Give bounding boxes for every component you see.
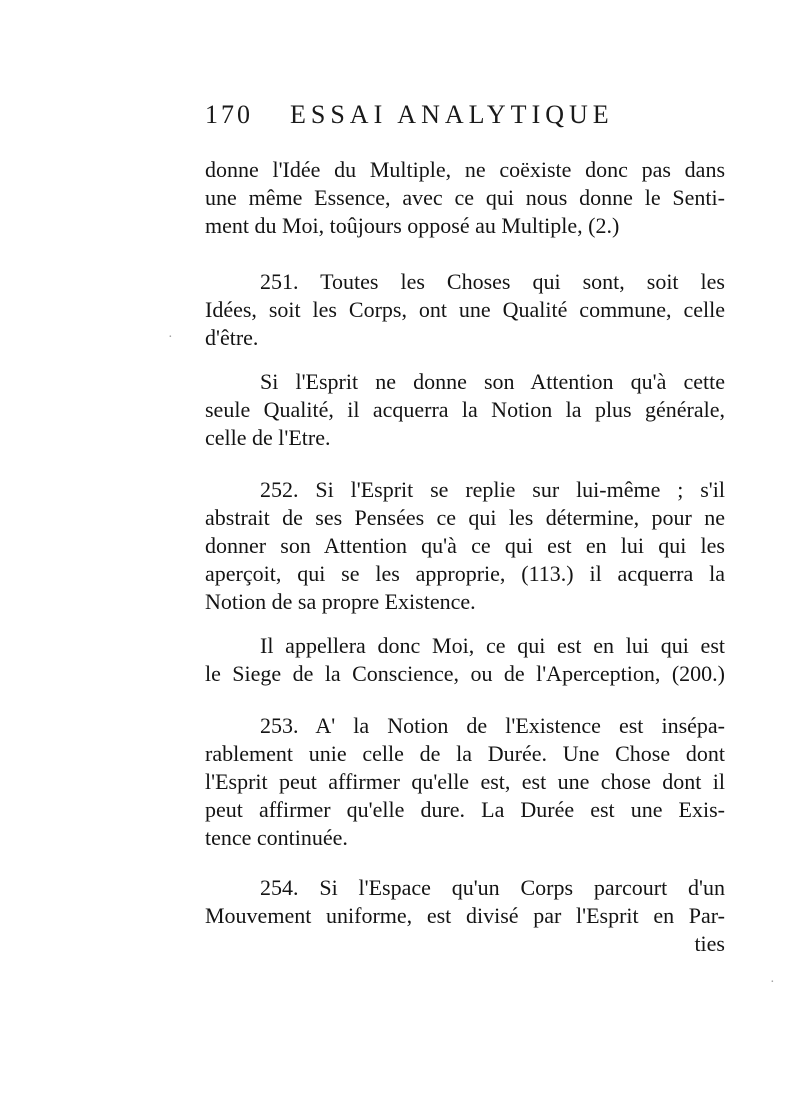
text-line: Si l'Esprit ne donne son Attention qu'à cette [260,369,725,394]
text-line: donne l'Idée du Multiple, ne coëxiste donc pas dans [205,157,725,182]
text-line: 252. Si l'Esprit se replie sur lui-même ; s'il [260,477,725,502]
running-head [205,100,745,144]
text-line: peut affirmer qu'elle dure. La Durée est une Exis- [205,797,725,822]
text-line: aperçoit, qui se les approprie, (113.) il acquerra la [205,561,725,586]
text-line: ment du Moi, toûjours opposé au Multiple, (2.) [205,213,620,238]
text-line: 251. Toutes les Choses qui sont, soit les [260,269,725,294]
text-line: 254. Si l'Espace qu'un Corps parcourt d'un [260,875,725,900]
text-line: d'être. [205,325,259,350]
ink-speck: · [168,330,173,345]
text-line: Il appellera donc Moi, ce qui est en lui qui est [260,633,725,658]
text-line: une même Essence, avec ce qui nous donne le Senti- [205,185,725,210]
text-line: 253. A' la Notion de l'Existence est insépa- [260,713,725,738]
text-line: Idées, soit les Corps, ont une Qualité commune, celle [205,297,725,322]
text-line: tence continuée. [205,825,348,850]
text-line: celle de l'Etre. [205,425,331,450]
text-line: le Siege de la Conscience, ou de l'Aperception, (200.) [205,661,725,686]
text-line: rablement unie celle de la Durée. Une Chose dont [205,741,725,766]
running-title: ESSAI ANALYTIQUE [290,100,614,129]
text-line: seule Qualité, il acquerra la Notion la plus générale, [205,397,725,422]
ink-speck: · [770,975,775,990]
text-line: abstrait de ses Pensées ce qui les détermine, pour ne [205,505,725,530]
text-line: Notion de sa propre Existence. [205,589,476,614]
page-number: 170 [205,100,253,129]
text-line: donner son Attention qu'à ce qui est en lui qui les [205,533,725,558]
text-line: l'Esprit peut affirmer qu'elle est, est une chose dont il [205,769,725,794]
text-line: Mouvement uniforme, est divisé par l'Esprit en Par- [205,903,725,928]
catchword: ties [694,931,725,956]
